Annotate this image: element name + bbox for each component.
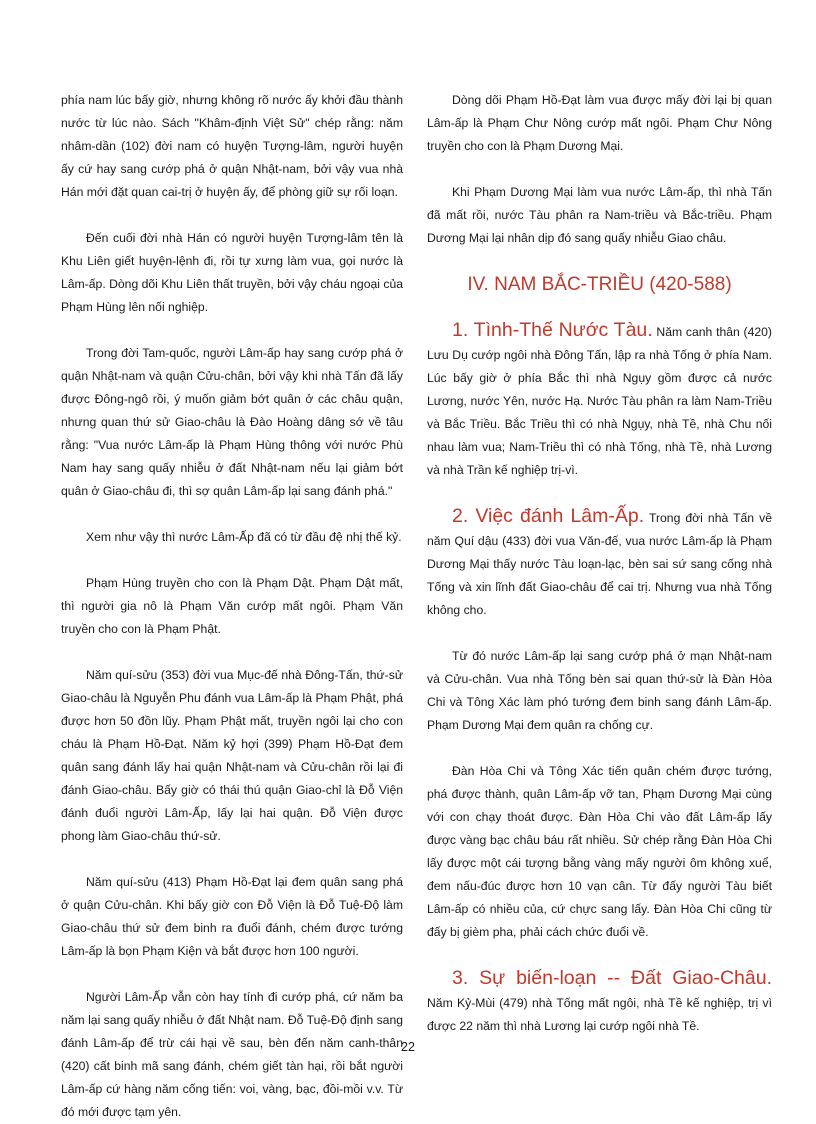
subsection-paragraph xyxy=(427,505,772,622)
subsection-paragraph xyxy=(427,319,772,482)
right-column xyxy=(427,89,772,1038)
paragraph: Từ đó nước Lâm-ấp lại sang cướp phá ở mạn Nhật-nam và Cửu-chân. Vua nhà Tống bèn sai quan thứ-sử là Đàn Hòa Chi và Tông Xác làm phó tướng đem binh sang đánh Lâm-ấp. Phạm Dương Mại đem quân ra chống cự. xyxy=(427,649,772,732)
paragraph: Năm quí-sửu (413) Phạm Hồ-Đạt lại đem quân sang phá ở quận Cửu-chân. Khi bấy giờ con Đỗ Viện là Đỗ Tuệ-Độ làm Giao-châu thứ sử đem binh ra đuổi đánh, chém được tướng Lâm-ấp là bọn Phạm Kiện và bắt được hơn 100 người. xyxy=(61,875,403,958)
paragraph: phía nam lúc bấy giờ, nhưng không rõ nước ấy khởi đầu thành nước từ lúc nào. Sách "Khâm-định Việt Sử" chép rằng: năm nhâm-dần (102) đời nam có huyện Tượng-lâm, người huyện ấy cứ hay sang cướp phá ở quận Nhật-nam, bởi vậy vua nhà Hán mới đặt quan cai-trị ở huyện ấy, để phòng giữ sự rối loạn. xyxy=(61,93,403,199)
paragraph-text: Năm canh thân (420) Lưu Dụ cướp ngôi nhà Đông Tấn, lập ra nhà Tống ở phía Nam. Lúc bấy giờ ở phía Bắc thì nhà Ngụy gồm được cả nước Lương, nước Yên, nước Hạ. Nước Tàu phân ra làm Nam-Triều và Bắc Triều. Bắc Triều thì có nhà Ngụy, nhà Tề, nhà Chu nối nhau làm vua; Nam-Triều thì có nhà Tống, nhà Tề, nhà Lương và nhà Trần kế nghiệp trị-vì. xyxy=(427,325,772,477)
left-column xyxy=(61,89,403,1124)
subsection-paragraph xyxy=(427,967,772,1038)
subsection-heading: 3. Sự biến-loạn -- Đất Giao-Châu. xyxy=(452,967,772,989)
page-number: 22 xyxy=(401,1040,415,1054)
paragraph: Đến cuối đời nhà Hán có người huyện Tượng-lâm tên là Khu Liên giết huyện-lệnh đi, rồi tự xưng làm vua, gọi nước là Lâm-ấp. Dòng dõi Khu Liên thất truyền, bởi vậy cháu ngoại của Phạm Hùng lên nối nghiệp. xyxy=(61,231,404,314)
paragraph: Năm quí-sửu (353) đời vua Mục-đế nhà Đông-Tấn, thứ-sử Giao-châu là Nguyễn Phu đánh vua Lâm-ấp là Phạm Phật, phá được hơn 50 đồn lũy. Phạm Phật mất, truyền ngôi lại cho con cháu là Phạm Hồ-Đạt. Năm kỷ hợi (399) Phạm Hồ-Đạt đem quân sang đánh lấy hai quận Nhật-nam và Cửu-chân rồi lại đi đánh Giao-châu. Bấy giờ có thái thú quận Giao-chỉ là Đỗ Viện đánh đuổi người Lâm-Ấp, lấy lại hai quận. Đỗ Viện được phong làm Giao-châu thứ-sử. xyxy=(61,668,403,843)
paragraph: Dòng dõi Phạm Hồ-Đạt làm vua được mấy đời lại bị quan Lâm-ấp là Phạm Chư Nông cướp mất ngôi. Phạm Chư Nông truyền cho con là Phạm Dương Mại. xyxy=(427,93,772,153)
paragraph-text: Năm Kỷ-Mùi (479) nhà Tống mất ngôi, nhà Tề kế nghiệp, trị vì được 22 năm thì nhà Lương lại cướp ngôi nhà Tề. xyxy=(427,996,772,1033)
paragraph: Trong đời Tam-quốc, người Lâm-ấp hay sang cướp phá ở quận Nhật-nam và quận Cửu-chân, bởi vậy khi nhà Tấn đã lấy được Đông-ngô rồi, ý muốn giảm bớt quân ở các châu quận, nhưng quan thứ sử Giao-châu là Đào Hoàng dâng sớ về tâu rằng: "Vua nước Lâm-ấp là Phạm Hùng thông với nước Phù Nam hay sang quấy nhiễu ở đất Nhật-nam nếu lại giảm bớt quân ở Giao-châu đi, thì sợ quân Lâm-ấp lại sang đánh phá." xyxy=(61,346,403,498)
paragraph: Người Lâm-Ấp vẫn còn hay tính đi cướp phá, cứ năm ba năm lại sang quấy nhiễu ở đất Nhật nam. Đỗ Tuệ-Độ định sang đánh Lâm-ấp để trừ cái hại về sau, bèn đến năm canh-thân (420) cất binh mã sang đánh, chém giết tàn hại, rồi bắt người Lâm-ấp cứ hàng năm cống tiến: voi, vàng, bạc, đồi-mồi v.v. Từ đó mới được tạm yên. xyxy=(61,990,403,1119)
section-heading: IV. NAM BẮC-TRIỀU (420-588) xyxy=(467,274,732,295)
subsection-heading: 2. Việc đánh Lâm-Ấp. xyxy=(452,505,645,527)
paragraph: Đàn Hòa Chi và Tông Xác tiến quân chém được tướng, phá được thành, quân Lâm-ấp vỡ tan, Phạm Dương Mại cùng với con chạy thoát được. Đàn Hòa Chi vào đất Lâm-ấp lấy được vàng bạc châu báu rất nhiều. Sử chép rằng Đàn Hòa Chi lấy được một cái tượng bằng vàng mấy người ôm không xuể, đem nấu-đúc được hơn 10 vạn cân. Từ đấy người Tàu biết Lâm-ấp có nhiều của, cứ chực sang lấy. Đàn Hòa Chi cũng từ đấy bị gièm pha, phải cách chức đuổi về. xyxy=(427,764,772,939)
paragraph: Khi Phạm Dương Mại làm vua nước Lâm-ấp, thì nhà Tấn đã mất rồi, nước Tàu phân ra Nam-triều và Bắc-triều. Phạm Dương Mại lại nhân dịp đó sang quấy nhiễu Giao châu. xyxy=(427,185,772,245)
paragraph-text: Trong đời nhà Tấn về năm Quí dậu (433) đời vua Văn-đế, vua nước Lâm-ấp là Phạm Dương Mại thấy nước Tàu loạn-lạc, bèn sai sứ sang cống nhà Tống và xin lĩnh đất Giao-châu để cai trị. Nhưng vua nhà Tống không cho. xyxy=(427,511,772,617)
paragraph: Xem như vậy thì nước Lâm-Ấp đã có từ đầu đệ nhị thế kỷ. xyxy=(86,530,402,544)
paragraph: Phạm Hùng truyền cho con là Phạm Dật. Phạm Dật mất, thì người gia nô là Phạm Văn cướp mất ngôi. Phạm Văn truyền cho con là Phạm Phật. xyxy=(61,576,403,636)
subsection-heading: 1. Tình-Thế Nước Tàu. xyxy=(452,319,653,341)
